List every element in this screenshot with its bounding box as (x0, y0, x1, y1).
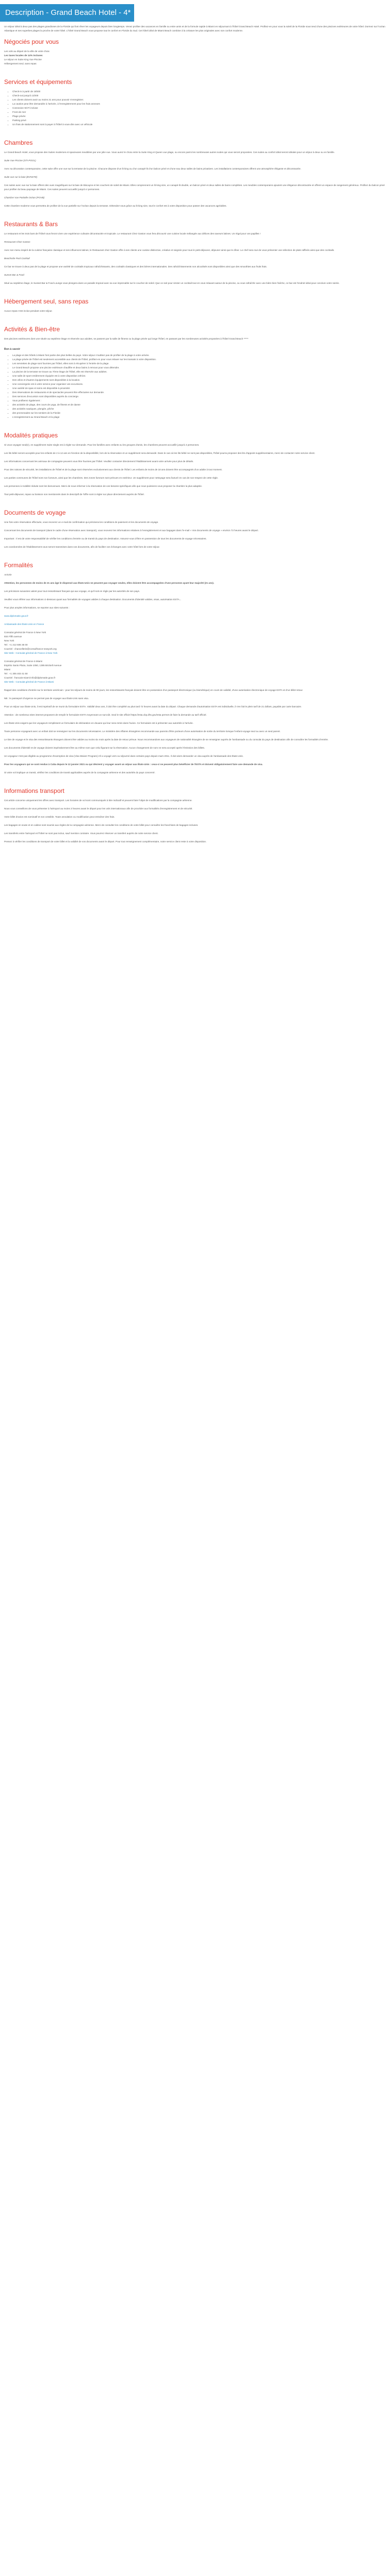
transport-paragraph: Votre billet d'avion est nominatif et non cessible. Toute annulation ou modification peut entraîner des frais. (4, 816, 115, 818)
list-item: • des promenades sur les sentiers de la Floride (12, 411, 389, 415)
section-title-services: Services et équipements (4, 78, 72, 86)
section-title-rooms: Chambres (4, 139, 33, 146)
formalities-paragraph: Veuillez vous référer aux informations ci-dessous quant aux formalités de voyages valides à chaque destination. Documents d'identité valides, visas, autorisation ESTA... (4, 598, 182, 601)
consulate-line: Tel : +1 305 403 41 50 (4, 672, 28, 675)
restaurant-name: Beachside Pool Cocktail (4, 257, 30, 260)
list-item: • Connexion Wi-Fi incluse (12, 106, 389, 110)
consulate-line: Consulat général de France à New York (4, 631, 46, 634)
consulate-link[interactable]: Site Web : Consulat général de France à Miami (4, 681, 54, 683)
formalities-link[interactable]: www.diplomatie.gouv.fr (4, 615, 28, 617)
section-title-proposals: Négociés pour vous (4, 38, 59, 45)
services-list (4, 90, 389, 127)
list-item: • La piscine de la terrasse se trouve au 7ème étage de l'hôtel, elle est réservée aux adultes. (12, 370, 389, 374)
formalities-paragraph: Pour les voyageurs qui se sont rendus à Cuba depuis le 12 janvier 2021 ou qui désirent y voyager avant un séjour aux États-Unis : ceux-ci ne peuvent plus bénéficier de l'ESTA et doivent obligatoirement faire une demande de visa. (4, 763, 263, 766)
practical-paragraph: Les informations concernant les animaux de compagnie peuvent vous être fournies par l'hôtel. Veuillez contacter directement l'établissement avant votre arrivée pour plus de détails. (4, 460, 194, 463)
transport-paragraph: Cet article concerne uniquement les offres avec transport. Les horaires de vol sont communiqués à titre indicatif et peuvent faire l'objet de modifications par la compagnie aérienne. (4, 799, 192, 802)
formalities-paragraph: Le titre de voyage et le visa des ressortissants étrangers doivent être valides au moins six mois après la date de retour prévue. Nous recommandons aux voyageurs de nationalité étrangère de se renseigner auprès de l'ambassade ou du consulat du pays de destination afin de connaître les formalités d'entrée. (4, 738, 329, 741)
section-title-accommodation: Hébergement seul, sans repas (4, 298, 89, 305)
restaurant-text: Situé au septième étage, le Sunset Bar & Food Lounge vous plongera dans un paradis tropical avec sa vue imprenable sur le coucher de soleil. Que ce soit pour siroter un cocktail tout en vous relaxant autour de la piscine, ou vous rafraîchir avec une bière bien fraîche, ce bar est l'endroit idéal pour conclure votre soirée. (4, 282, 340, 284)
documents-paragraph: Les coordonnées de l'établissement vous seront transmises dans vos documents, afin de faciliter vos échanges avec votre hôtel lors de votre séjour. (4, 546, 160, 548)
practical-paragraph: Si vous voyagez seul(e), en supplément Suite single est à régler sur demande. Pour les familles avec enfants ou les groupes d'amis, les chambres peuvent accueillir jusqu'à 4 personnes. (4, 444, 200, 446)
formalities-paragraph: Attention : de nombreux sites internet proposent de remplir le formulaire ESTA moyennant un surcoût. Seul le site officiel https://esta.cbp.dhs.gov/esta permet de faire la demande au tarif officiel. (4, 714, 207, 716)
room-type-name: Suite vue sur la baie (BVNSTE) (4, 176, 38, 178)
list-item: • Une conciergerie est à votre service pour organiser vos excursions. (12, 382, 389, 386)
practical-paragraph: Pour des raisons de sécurité, les installations de l'hôtel et de la plage sont réservées exclusivement aux clients de l'hôtel. Les enfants de moins de 18 ans doivent être accompagnés d'un adulte à tout moment. (4, 468, 222, 471)
formalities-paragraph: Les documents d'identité et de voyage doivent impérativement être au même nom que celui figurant sur la réservation. Aucun changement de nom ne sera accepté après l'émission des billets. (4, 747, 205, 749)
list-item: • Une salle de sport entièrement équipée est à votre disposition 24h/24. (12, 374, 389, 378)
formalities-paragraph: Pour plus amples informations, se reporter aux sites suivants : (4, 606, 70, 609)
room-type-text: Cette chambre moderne vous permettra de profiter de la vue partielle sur l'océan depuis la terrasse. Détendez-vous grâce au lit king size, tout le confort est à votre disposition pour passer des vacances agréables. (4, 205, 227, 207)
list-item: • Une variété de spas et soins est disponible à proximité. (12, 386, 389, 391)
formalities-paragraph: Pour un séjour aux États-Unis, il est impératif de se munir du formulaire ESTA. Validité deux ans, il doit être complété au plus tard 72 heures avant la date du départ. Chaque demande d'autorisation ESTA est individuelle, il s'en fait le plein tarif de 21 dollars, payable par carte bancaire. (4, 705, 302, 708)
activities-subtitle: Bon à savoir (4, 348, 21, 351)
list-item: • Des services d'excursion sont disponibles auprès du concierge. (12, 395, 389, 399)
intro-text: Un séjour idéal à deux pas des plages grandioses de la Floride qui font rêver les voyageurs depuis bien longtemps. Venez profiter des vacances en famille ou entre amis et de la formule rapide à Miami en séjournant à l'hôtel Grand Beach Hotel. Profitez-en pour vous la soleil de la Floride sous tend d'une des piscines extérieures de votre hôtel. Dormez sur l'océan Atlantique et ses superbes plages la proche de votre hôtel. L'hôtel Grand Beach vous propose tout le confort en Floride du Sud. Cet hôtel idéal de Miami Beach combine à la créature les plus originales avec son confort moderne. (4, 25, 385, 32)
list-item: • Les clients doivent avoir au moins 21 ans pour pouvoir s'enregistrer. (12, 98, 389, 102)
practical-paragraph: Les lits bébé seront acceptés pour les enfants de 2 à 12 ans en fonction de la disponibilité, lors de la réservation et un supplément sera demandé. Dans le cas où les lits bébé ne sont pas disponibles, l'hôtel pourra proposer des lits d'appoint supplémentaires, merci de contacter notre service client. (4, 452, 315, 454)
consulate-line: Miami (4, 668, 11, 671)
section-title-documents: Documents de voyage (4, 509, 66, 516)
section-title-practical: Modalités pratiques (4, 432, 58, 439)
practical-paragraph: Les personnes à mobilité réduite sont les bienvenues. Merci de nous informer à la réservation de vos besoins spécifiques afin que nous puissions vous proposer la chambre la plus adaptée. (4, 485, 203, 487)
formalities-paragraph: Attention, les personnes de moins de 21 ans âge le dispensé aux États-Unis ne peuvent pas voyager seules, elles doivent être accompagnées d'une personne ayant leur majorité (21 ans). (4, 582, 215, 584)
section-title-activities: Activités & Bien-être (4, 326, 60, 333)
activities-text: Des piscines extérieures dont une située au septième étage et réservée aux adultes, se passent par la salle de fitness ou la plage privée qui longe l'hôtel, en passant par les nombreuses activités proposées à l'hôtel Grand Beach ***** (4, 337, 249, 340)
list-item: • Les serviettes de plage sont fournies par l'hôtel, elles sont à récupérer à l'entrée de la plage. (12, 362, 389, 366)
proposal-line: Le séjour en Suite King Vue Piscine (4, 58, 42, 61)
practical-paragraph: Les parties communes de l'hôtel sont non fumeurs, ainsi que les chambres. Des zones fumeurs sont prévues en extérieur. Un supplément pour nettoyage sera facturé en cas de non-respect de cette règle. (4, 477, 219, 479)
transport-paragraph: Nous vous conseillons de vous présenter à l'aéroport au moins 3 heures avant le départ pour les vols internationaux afin de procéder aux formalités d'enregistrement et de sécurité. (4, 807, 193, 810)
activities-list (4, 353, 389, 419)
list-item: • La caution peut être demandée à l'arrivée, à l'enregistrement pour les frais annexes (12, 102, 389, 106)
list-item: • Un frais de stationnement sont à payer à l'hôtel à vous-dire avec un véhicule (12, 123, 389, 127)
consulate-line: Consulat général de France à Miami (4, 660, 43, 663)
restaurants-intro: Le restaurant et les trois bars de l'hôtel vous feront vivre une expérience culinaire décontractée et tropicale. Le restaurant Chez Gaston vous fera découvrir une cuisine locale mélangée aux délices des saveurs latines. Un régal pour vos papilles ! (4, 232, 261, 235)
formalities-paragraph: Un voyageur n'est pas éligible au programme d'exemption de visa (Visa Waiver Program) s'il a voyagé vers ou séjourné dans certains pays depuis mars 2011. Il doit alors demander un visa auprès de l'ambassade des États-Unis. (4, 755, 243, 757)
formalities-paragraph: Les États-Unis exigent que les voyageurs remplissent un formulaire de déclaration en douane qui leur sera remis dans l'avion. Ce formulaire est à présenter aux autorités à l'arrivée. (4, 722, 193, 724)
room-type-name: Chambre Vue Partielle Océan (POVB) (4, 196, 45, 199)
main-content (0, 22, 391, 844)
page-title: Description - Grand Beach Hotel - 4* (0, 4, 134, 22)
proposal-line: Hébergement seul, sans repas (4, 62, 37, 65)
formalities-paragraph: Si votre vol implique un transit, vérifiez les conditions de transit applicables auprès de la compagnie aérienne et des autorités du pays concerné. (4, 771, 155, 774)
consulate-line: Courriel : francais-miami-info@diplomatie.gouv.fr (4, 676, 56, 679)
consulate-line: Tel : +1 212 606 36 00 (4, 643, 28, 646)
list-item: • Parking privé (12, 118, 389, 123)
section-title-restaurants: Restaurants & Bars (4, 221, 58, 228)
documents-paragraph: Important : Il est de votre responsabilité de vérifier les conditions d'entrée ou de transit du pays de destination. Assurez-vous d'être en possession de tous les documents de voyage nécessaires. (4, 537, 207, 540)
formalities-link[interactable]: Ambassade des États-Unis en France (4, 623, 44, 625)
transport-paragraph: Pensez à vérifier les conditions de transport de votre billet et la validité de vos documents avant le départ. Pour tout renseignement complémentaire, notre service client reste à votre disposition. (4, 840, 207, 843)
rooms-text: Le Grand Beach Hotel, vous propose des Suites modernes et spacieuses meublées par une jolie vue. Vous aurez le choix entre la Suite King et Queen vue plage, ou encore parmi les nombreuses autres suites qui vous seront proposées. Ces suites au confort idéal seront idéales pour un séjour à deux ou en famille. (4, 151, 335, 154)
list-item: • des activités nautiques, plongée, pêche (12, 407, 389, 411)
restaurant-text: Ce bar se trouve à deux pas de la plage et propose une variété de cocktails tropicaux rafraîchissants, des cocktails classiques et des bières internationales. Des rafraîchissements non alcoolisés sont disponibles ainsi que des smoothies aux fruits frais. (4, 265, 267, 268)
list-item: • La plage privée de l'hôtel est seulement accessible aux clients de l'hôtel, profitez-en pour vous relaxer sur les transats à votre disposition. (12, 358, 389, 362)
restaurant-name: Sunset Bar & Food (4, 274, 24, 276)
list-item: • des activités de plage, des cours de yoga, de fitness et de danse (12, 403, 389, 407)
formalities-paragraph: Rappel des conditions d'entrée sur le territoire américain : pour les séjours de moins de 90 jours, les ressortissants français doivent être en possession d'un passeport électronique (ou biométrique) en cours de validité, d'une autorisation électronique de voyage ESTA et d'un billet retour. (4, 689, 303, 691)
section-title-formalities: Formalités (4, 562, 34, 569)
restaurant-name: Restaurant Chez Gaston (4, 241, 30, 243)
transport-paragraph: Les transferts entre l'aéroport et l'hôtel ne sont pas inclus, sauf mention contraire. Vous pourrez réserver un transfert auprès de notre service client. (4, 832, 158, 835)
consulate-line: 934 Fifth avenue (4, 635, 22, 638)
list-item: • Des vélos et d'autres équipements sont disponibles à la location. (12, 378, 389, 382)
consulate-line: Courriel : chancellerie@consulfrance-newyork.org (4, 648, 57, 650)
formalities-paragraph: NB : le passeport d'urgence ne permet pas de voyager aux États-Unis sans visa. (4, 697, 89, 700)
list-item: • Check-out jusqu'à 11h00 (12, 94, 389, 98)
list-item: • La plage et des hôtels à Miami font partie des plus belles du pays. Votre séjour n'oubliez pas de profiter de la plage à votre arrivée. (12, 353, 389, 358)
formalities-paragraph: Toute personne voyageant avec un enfant doit se renseigner sur les documents nécessaires. Le ministère des Affaires étrangères recommande aux parents d'être porteurs d'une autorisation de sortie du territoire lorsque l'enfant voyage seul ou avec un seul parent. (4, 730, 281, 733)
room-type-name: Suite Vue Piscine (STI-POOL) (4, 159, 36, 162)
formalities-paragraph: Les précisions suivantes valent pour tout ressortissant français qui aux voyage, et qu'il soit en règle par les autorités de son pays. (4, 590, 140, 592)
proposal-line: Les taxes locales de 14% incluses (4, 54, 43, 57)
formalities-country: Arrivée (4, 573, 12, 576)
documents-paragraph: Concernant les documents de transport (dans le cadre d'une réservation avec transport), vous recevrez les informations relatives à l'enregistrement et aux bagages dans l'e-mail « Vos documents de voyage » environ 72 heures avant le départ. (4, 529, 259, 532)
room-type-text: Avec sa décoration contemporaine, cette suite offre une vue sur la terrasse de la piscine. Chacune dispose d'un lit king ou d'un canapé-lit d'un balcon privé et d'une eau deux salles de bains privatives. Les installations contemporaines offrent une atmosphère élégante et décontractée. (4, 167, 301, 170)
accommodation-text: Aucun repas n'est inclus pendant votre séjour. (4, 310, 53, 312)
list-item: • Plage privée (12, 114, 389, 118)
room-type-text: Ces suites avec vue sur la baie offrent des vues magnifiques sur la baie de Biscayne et les couchers de soleil de Miami. Elles comprennent un lit king size, un canapé-lit double, un balcon privé et deux salles de bains complètes. Les meubles contemporains ajoutent une élégance décontractée et offrent un espace de rangement généreux. Profitez du balcon privé pour profiter du beau paysage de Miami. Ces suites peuvent accueillir jusqu'à 4 personnes. (4, 184, 385, 191)
practical-paragraph: Tout petit-déjeuner, repas ou boisson non mentionnés dans le descriptif de l'offre sont à régler sur place directement auprès de l'hôtel. (4, 493, 144, 496)
transport-paragraph: Les bagages en soute et en cabine sont soumis aux règles de la compagnie aérienne. Merci de consulter les conditions de votre billet pour connaître les franchises de bagages incluses. (4, 824, 199, 826)
list-item: • Le Grand Beach propose une piscine extérieure chauffée et deux bains à remous pour vous détendre. (12, 366, 389, 370)
section-title-transport: Informations transport (4, 787, 64, 794)
restaurant-text: Avec son menu inspiré de la cuisine française classique et ses influences latines, le Restaurant chez Gaston offre à ses clients une cuisine distinctive, créative et soignée pour tous le petit-déjeuner, déjeuner ainsi que le dîner. Le chef sera ravi de vous présenter une sélection de plats raffinés ainsi que des cocktails. (4, 249, 335, 251)
list-item: • Des réservations de restaurants et de spectacles peuvent être effectuées sur demande. (12, 391, 389, 395)
list-item: • L'enregistrement au Grand Beach et la plage (12, 415, 389, 419)
list-item: • Front de mer (12, 110, 389, 114)
documents-paragraph: Une fois votre réservation effectuée, vous recevrez un e-mail de confirmation qui précisera les conditions de paiement et les documents de voyage. (4, 521, 159, 523)
list-item: • Check-in à partir de 16h00 (12, 90, 389, 94)
page (0, 4, 391, 844)
consulate-link[interactable]: Site Web : Consulat général de France à New York (4, 652, 58, 654)
consulate-line: Espirito Santo Plaza, Suite 1050, 1395 Brickell Avenue (4, 664, 62, 667)
proposal-line: Les vols au départ de la ville de votre choix (4, 50, 50, 53)
consulate-line: New York (4, 639, 14, 642)
list-item: • Vous profiterez également : (12, 399, 389, 403)
